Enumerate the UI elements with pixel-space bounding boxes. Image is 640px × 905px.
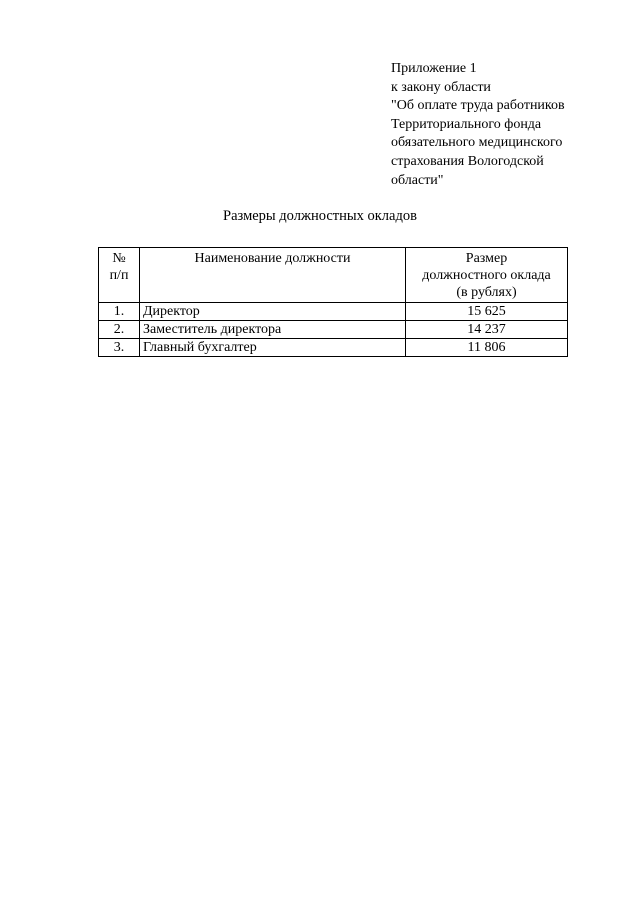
row-position: Главный бухгалтер	[140, 339, 406, 357]
header-num-line: п/п	[109, 268, 129, 283]
appendix-line: обязательного медицинского	[391, 135, 563, 151]
appendix-block	[391, 60, 621, 190]
row-position: Директор	[140, 303, 406, 321]
row-num: 1.	[99, 303, 140, 321]
table-row	[99, 303, 568, 321]
salary-table	[98, 247, 568, 357]
appendix-line: к закону области	[391, 79, 491, 95]
table-row	[99, 321, 568, 339]
row-salary: 11 806	[406, 339, 568, 357]
header-num-line: №	[112, 251, 126, 266]
appendix-line: области"	[391, 172, 444, 188]
header-salary-line: должностного оклада	[422, 268, 551, 283]
appendix-line: Приложение 1	[391, 61, 477, 76]
appendix-line: Территориального фонда	[391, 116, 542, 132]
header-salary-line: (в рублях)	[456, 285, 517, 300]
row-num: 3.	[99, 339, 140, 357]
header-salary	[406, 248, 568, 303]
row-salary: 15 625	[406, 303, 568, 321]
row-num: 2.	[99, 321, 140, 339]
row-position: Заместитель директора	[140, 321, 406, 339]
document-title: Размеры должностных окладов	[223, 208, 417, 224]
row-salary: 14 237	[406, 321, 568, 339]
appendix-line: страхования Вологодской	[391, 153, 544, 169]
table-header-row	[99, 248, 568, 303]
header-name: Наименование должности	[140, 248, 406, 303]
appendix-line: "Об оплате труда работников	[391, 98, 565, 114]
header-salary-line: Размер	[465, 251, 508, 266]
table-row	[99, 339, 568, 357]
header-num	[99, 248, 140, 303]
